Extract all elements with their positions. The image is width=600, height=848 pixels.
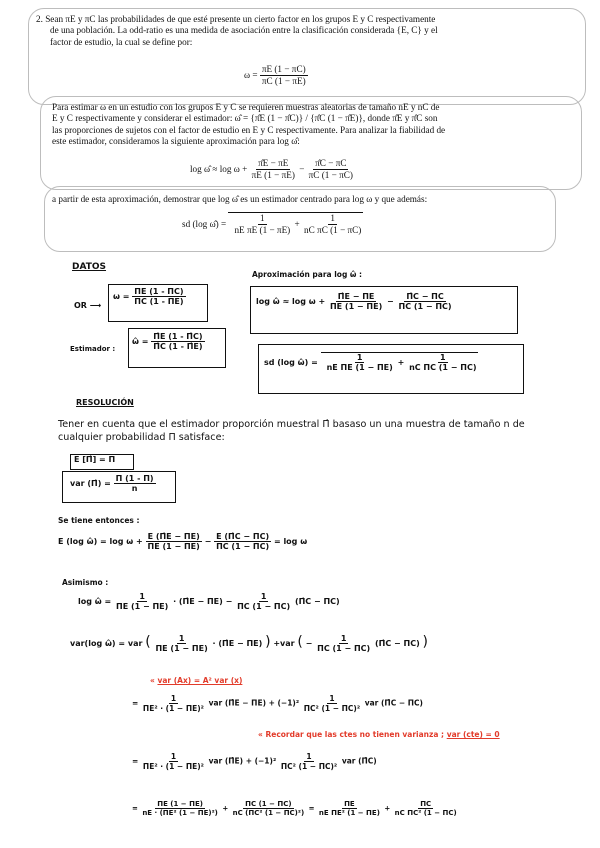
problem-line: de una población. La odd-ratio es una medida de asociación entre la clasificación considerada {E, C} y el: [50, 25, 438, 36]
var-log-formula: var(log ω̂) = var ( $\frac{1}{\Pi E (1 - \Pi E)}$ · (Π̂E − ΠE) ) +var ( − $\frac{1}{\Pi C (1 - \Pi C)}$ (Π̂C − ΠC) ): [70, 634, 428, 653]
step-1-formula: = $\frac{1}{\text{ΠE² · (1 − ΠE)²}}$ var (Π̂E − ΠE) + (−1)² $\frac{1}{\text{ΠC² (1 − ΠC)²}}$ var (Π̂C − ΠC): [132, 694, 423, 713]
log-omega-formula: log ω̂ = $\frac{1}{\Pi E (1 - \Pi E)}$ · (Π̂E − ΠE) − $\frac{1}{\Pi C (1 - \Pi C)}$ (Π̂C − ΠC): [78, 592, 340, 611]
expectation-formula: E [Π̂] = Π: [74, 455, 116, 464]
red-note-scaling: « var (Ax) = A² var (x): [150, 676, 243, 685]
problem-line: las proporciones de sujetos con el factor de estudio en E y C respectivamente. Para analizar la fiabilidad de: [52, 124, 446, 135]
sd-notes-formula: sd (log ω̂) = $\frac{1}{\text{nE ΠE (1 − ΠE)}}$ + $\frac{1}{\text{nC ΠC (1 − ΠC)}}$: [264, 353, 477, 372]
omega-formula: ω = $\frac{\pi E (1 - \pi C)}{\pi C (1 - \pi E)}$: [244, 64, 306, 87]
approx-formula: log ω̂ ≈ log ω + $\frac{\pîE - \pi E}{\pi E (1 - \pi E)}$ − $\frac{\pîC - \pi C}{\pi C (1 - \pi C)}$: [190, 158, 353, 181]
problem-line: factor de estudio, la cual se define por:: [50, 36, 193, 47]
aprox-title: Aproximación para log ω̂ :: [252, 270, 363, 279]
step-2-formula: = $\frac{1}{\text{ΠE² · (1 − ΠE)²}}$ var (Π̂E) + (−1)² $\frac{1}{\text{ΠC² (1 − ΠC)²}}$ var (Π̂C): [132, 752, 377, 771]
estimador-label: Estimador :: [70, 345, 116, 353]
resolucion-text: Tener en cuenta que el estimador proporción muestral Π̂ basaso un una muestra de tamaño n de cualquier probabilidad Π satisface:: [58, 419, 525, 443]
resolucion-title: RESOLUCIÓN: [76, 398, 134, 407]
variance-formula: var (Π̂) = $\frac{\Pi (1 - \Pi)}{n}$: [70, 474, 154, 493]
se-tiene-label: Se tiene entonces :: [58, 516, 140, 525]
expectation-log-formula: E (log ω̂) = log ω + $\frac{E (\PîE - \Pi E)}{\Pi E (1 - \Pi E)}$ − $\frac{E (\PîC - \Pi C)}{\Pi C (1 - \Pi C)}$ = log ω: [58, 532, 308, 551]
aprox-formula: log ω̂ ≈ log ω + $\frac{\PîE - \Pi E}{\Pi E (1 - \Pi E)}$ − $\frac{\PîC - \Pi C}{\Pi C (1 - \Pi C)}$: [256, 292, 452, 311]
red-note-constants: « Recordar que las ctes no tienen varianza ; var (cte) = 0: [258, 730, 500, 739]
problem-line-3: a partir de esta aproximación, demostrar que log ω̂ es un estimador centrado para log ω y que además:: [52, 194, 428, 204]
sd-formula: sd (log ω̂) = $\frac{1}{\text{nE πE (1 − πE)}}$ + $\frac{1}{\text{nC πC (1 − πC)}}$: [182, 213, 362, 236]
asimismo-label: Asimismo :: [62, 578, 109, 587]
or-formula: ω = $\frac{\Pi E (1 - \Pi C)}{\Pi C (1 - \Pi E)}$: [113, 287, 184, 306]
problem-text: [36, 14, 576, 48]
problem-line: Para estimar ω en un estudio con los grupos E y C se requieren muestras aleatorias de tamaño nE y nC de: [52, 102, 440, 112]
or-label: OR ⟶: [74, 301, 102, 310]
step-3-formula: = $\frac{\Pi E (1 - \Pi E)}{\text{nE · (ΠE² (1 − ΠE)²)}}$ + $\frac{\Pi C (1 - \Pi C)}{\text{nC (ΠC² (1 − ΠC)²)}}$ = $\frac{\Pi E}{\text{nE ΠE² (1 − ΠE)}}$ + $\frac{\Pi C}{\text{nC ΠC² (1 − ΠC)}}$: [132, 800, 457, 817]
problem-line: este estimador, consideramos la siguiente aproximación para log ω̂:: [52, 136, 300, 147]
problem-text-2: [52, 102, 578, 148]
problem-line: Sean πE y πC las probabilidades de que esté presente un cierto factor en los grupos E y C respectivamente: [45, 14, 436, 24]
datos-title: DATOS: [72, 262, 107, 272]
problem-line: E y C respectivamente y considerar el estimador: ω̂ = {π̂E (1 − π̂C)} / {π̂C (1 − π̂E)}, donde π̂E y π̂C son: [52, 113, 438, 124]
estimador-formula: ω̂ = $\frac{\PîE (1 - \PîC)}{\PîC (1 - \PîE)}$: [132, 332, 203, 351]
problem-number: 2.: [36, 14, 43, 24]
